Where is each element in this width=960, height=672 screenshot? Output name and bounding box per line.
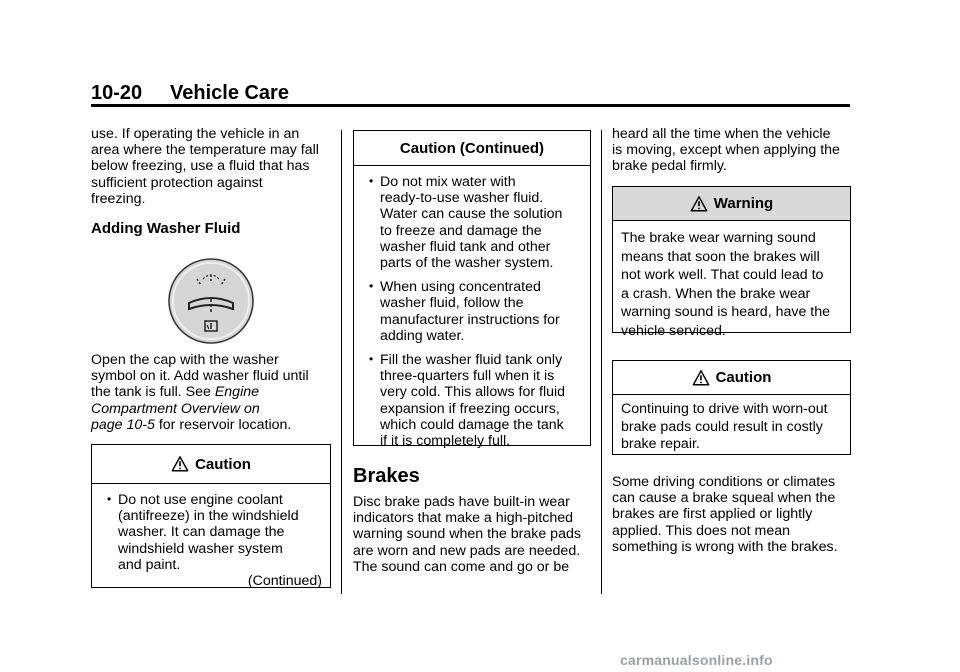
caution-title: Caution bbox=[715, 369, 772, 386]
text-line: Disc brake pads have built-in wear bbox=[353, 494, 570, 510]
warning-triangle-icon bbox=[692, 369, 710, 387]
text-line: washer. It can damage the bbox=[118, 524, 285, 541]
text-line: washer fluid tank and other bbox=[380, 238, 551, 255]
text-line: and paint. bbox=[118, 556, 181, 573]
text-line bbox=[91, 401, 331, 417]
text-line: Continuing to drive with worn-out bbox=[621, 401, 828, 417]
page-header bbox=[91, 80, 850, 106]
text-line: sufficient protection against bbox=[91, 174, 263, 191]
text-line: When using concentrated bbox=[380, 279, 541, 296]
text-line bbox=[91, 417, 331, 433]
caution-box bbox=[612, 360, 851, 455]
text-line: can cause a brake squeal when the bbox=[612, 490, 836, 507]
caution-body bbox=[92, 484, 330, 589]
text-line: below freezing, use a fluid that has bbox=[91, 158, 310, 175]
header-rule bbox=[91, 104, 850, 107]
text-line: is moving, except when applying the bbox=[612, 142, 840, 159]
text-line: brake pads could result in costly bbox=[621, 418, 823, 435]
caution-header bbox=[354, 131, 590, 166]
instruction-paragraph bbox=[91, 352, 331, 433]
text-line: heard all the time when the vehicle bbox=[612, 126, 831, 142]
section-title: Vehicle Care bbox=[170, 82, 289, 104]
text-line: Do not use engine coolant bbox=[118, 492, 283, 508]
washer-fluid-symbol-icon bbox=[167, 257, 255, 345]
bullet-dot-icon: • bbox=[369, 174, 374, 188]
text-line: Open the cap with the washer bbox=[91, 352, 279, 368]
column-divider bbox=[601, 130, 602, 594]
text-line: freezing. bbox=[91, 190, 146, 207]
bullet-dot-icon: • bbox=[107, 492, 112, 506]
warning-triangle-icon bbox=[690, 195, 708, 213]
brakes-paragraph bbox=[353, 494, 591, 575]
text-line: not work well. That could lead to bbox=[621, 267, 824, 283]
text-line: symbol on it. Add washer fluid until bbox=[91, 368, 309, 385]
page-number: 10-20 bbox=[91, 82, 143, 104]
warning-box bbox=[612, 186, 851, 339]
text-line: are worn and new pads are needed. bbox=[353, 542, 581, 559]
text-line: brake repair. bbox=[621, 436, 700, 452]
bullet-item bbox=[100, 492, 322, 573]
caution-header bbox=[92, 445, 330, 484]
text-line: if it is completely full. bbox=[380, 433, 511, 450]
outro-paragraph bbox=[612, 474, 852, 555]
text-line bbox=[91, 384, 331, 400]
bullet-item bbox=[362, 352, 582, 449]
text-line: applied. This does not mean bbox=[612, 522, 790, 539]
text-line: Water can cause the solution bbox=[380, 206, 563, 223]
cross-reference-link[interactable]: Compartment Overview on bbox=[91, 400, 260, 417]
caution-body bbox=[354, 166, 590, 449]
column-1 bbox=[91, 126, 331, 590]
text-line: to freeze and damage the bbox=[380, 222, 542, 239]
text-line: a crash. When the brake wear bbox=[621, 285, 811, 302]
column-divider bbox=[341, 130, 342, 594]
text-span: the tank is full. See bbox=[91, 384, 215, 401]
warning-title: Warning bbox=[713, 195, 774, 212]
caution-box bbox=[91, 444, 331, 588]
caution-header bbox=[613, 361, 850, 395]
text-span: for reservoir location. bbox=[154, 416, 292, 433]
text-line: manufacturer instructions for bbox=[380, 311, 560, 328]
caution-title: Caution (Continued) bbox=[399, 139, 545, 157]
text-line: Do not mix water with bbox=[380, 174, 516, 190]
intro-paragraph bbox=[91, 126, 331, 207]
continued-note: (Continued) bbox=[247, 573, 322, 590]
text-line: means that soon the brakes will bbox=[621, 248, 820, 265]
text-line: vehicle serviced. bbox=[621, 322, 726, 339]
text-line: adding water. bbox=[380, 327, 465, 344]
text-line: Fill the washer fluid tank only bbox=[380, 352, 563, 369]
text-line: area where the temperature may fall bbox=[91, 142, 319, 159]
text-line: expansion if freezing occurs, bbox=[380, 400, 560, 417]
text-line: three-quarters full when it is bbox=[380, 368, 555, 385]
text-line: use. If operating the vehicle in an bbox=[91, 126, 300, 142]
text-line: warning sound when the brake pads bbox=[353, 526, 581, 543]
caution-continued-box bbox=[353, 130, 591, 450]
cross-reference-link[interactable]: page 10-5 bbox=[91, 416, 155, 433]
bullet-dot-icon: • bbox=[369, 352, 374, 367]
text-line: very cold. This allows for fluid bbox=[380, 384, 566, 401]
text-line: warning sound is heard, have the bbox=[621, 304, 831, 320]
bullet-dot-icon: • bbox=[369, 279, 374, 294]
text-line: The brake wear warning sound bbox=[621, 230, 816, 246]
text-line: windshield washer system bbox=[118, 540, 283, 557]
cross-reference-link[interactable]: Engine bbox=[214, 384, 260, 401]
text-line: (antifreeze) in the windshield bbox=[118, 508, 299, 525]
caution-body bbox=[613, 395, 850, 454]
text-line: washer fluid, follow the bbox=[380, 295, 524, 312]
bullet-item bbox=[362, 279, 582, 344]
watermark-logo: carmanualsonline.info bbox=[620, 652, 773, 668]
intro-paragraph bbox=[612, 126, 852, 175]
warning-body bbox=[613, 221, 850, 340]
text-line: brake pedal firmly. bbox=[612, 158, 727, 175]
text-line: indicators that make a high-pitched bbox=[353, 510, 574, 527]
text-line: something is wrong with the brakes. bbox=[612, 538, 838, 555]
caution-title: Caution bbox=[195, 455, 251, 473]
text-line: which could damage the tank bbox=[380, 416, 564, 433]
warning-triangle-icon bbox=[171, 455, 189, 473]
section-heading: Brakes bbox=[353, 465, 420, 487]
section-heading: Adding Washer Fluid bbox=[91, 220, 241, 238]
warning-header bbox=[613, 187, 850, 221]
text-line: Some driving conditions or climates bbox=[612, 474, 836, 490]
text-line: parts of the washer system. bbox=[380, 255, 554, 272]
bullet-item bbox=[362, 174, 582, 271]
text-line: brakes are first applied or lightly bbox=[612, 506, 813, 523]
column-3 bbox=[612, 126, 852, 555]
text-line: The sound can come and go or be bbox=[353, 558, 570, 575]
text-line: ready-to-use washer fluid. bbox=[380, 190, 544, 207]
